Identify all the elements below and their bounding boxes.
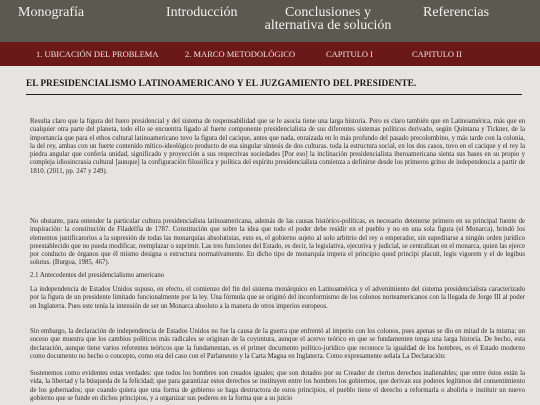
paragraph-independencia-eeuu: La independencia de Estados Unidos supuso, en efecto, el comienzo del fin del sistema monárquico en Latinoamérica y el advenimiento del sistema presidencialista caracterizado por la figura de un presidente limitado funcionalmente por la ley. Una fórmula que se originó del inconformismo de los colonos norteamericanos con la llegada de Jorge III al poder en Inglaterra. Pues este tenía la intensión de ser un Monarca absoluto a la manera de otros imperios europeos. [30, 286, 525, 310]
nav-link-conclusiones[interactable]: Conclusiones y alternativa de solución [264, 5, 392, 33]
heading-divider [26, 94, 522, 95]
section-subheading-antecedentes: 2.1 Antecedentes del presidencialismo americano [30, 272, 165, 279]
paragraph-declaracion-independencia: Sin embargo, la declaración de independencia de Estados Unidos no fue la causa de la guerra que enfrentó al imperio con los colonos, pues apenas se dio en mitad de la misma; un suceso que muestra que los cambios políticos más radicales se originan de la coyuntura, aunque el acervo teórico en que se fundamenten tenga una larga historia. De hecho, esta declaración, aunque tiene varios referentes teóricos que la fundamentan, es el primer documento político-jurídico que reconoce la igualdad de los hombres, es el Estado moderno como documento no hecho o concepto, como era del caso con el Parlamento y la Carta Magna en Inglaterra. Como expresamente señala La Declaración: [30, 328, 525, 360]
nav-link-introduccion[interactable]: Introducción [166, 5, 238, 20]
subnav-link-marco-metodologico[interactable]: 2. MARCO METODOLÓGICO [185, 49, 296, 59]
section-navigation-bar [0, 42, 540, 66]
subnav-link-capitulo-2[interactable]: CAPITULO II [412, 49, 462, 59]
top-navigation-bar [0, 0, 540, 42]
paragraph-constitucion-filadelfia: No obstante, para entender la particular cultura presidencialista latinoamericana, además de las causas histórico-políticas, es necesario detenerse primero en su principal fuente de inspiración: la constitución de Filadelfia de 1787. Constitución que sobre la idea que todo el poder debe residir en el pueblo y no en una sola figura (el Monarca), brindó los elementos justificatorios a la supresión de todas las monarquías absolutistas, esto es, el gobierno sujeto al solo arbitrio del rey o emperador, sin supeditarse a ningún orden jurídico preestablecido que no pueda modificar, reemplazar o suprimir. Las tres funciones del Estado, es decir, la legislativa, ejecutiva y judicial, se centralizan en el monarca, quien las ejerce por conducto de órganos que él mismo designa o estructura normativamente. En dicho tipo de monarquía impera el principio quod principi placuit, legis vigorem y el de legibus solutus. (Burgoa, 1985, 467). [30, 218, 525, 267]
nav-link-referencias[interactable]: Referencias [423, 5, 490, 20]
article-heading: EL PRESIDENCIALISMO LATINOAMERICANO Y EL JUZGAMIENTO DEL PRESIDENTE. [26, 79, 417, 89]
paragraph-fuero-presidencial: Resulta claro que la figura del fuero presidencial y del sistema de responsabilidad que se le asocia tiene una larga historia. Pero es claro también que en Latinoamérica, más que en cualquier otra parte del planeta, todo ello se encuentra ligado al fuerte componente presidencialista de sus diferentes sistemas políticos derivado, según Quintana y Tickner, de la importancia que para el ethos cultural latinoamericano tuvo la figura del cacique, antes que nada, enraizada en lo más profundo del pasado precolombino, y más tarde con la colonia, la del rey, ambas con un fuerte contenido mítico-ideológico producto de esa singular síntesis de dos culturas. toda la estructura social, en los dos casos, tuvo en el cacique y el rey la piedra angular que confería unidad, significado y proyección a sus respectivas sociedades [Por eso] la inclinación presidencialista iberoamericana sienta sus bases en su propio y compleja idiosincrasia cultural [aunque] la configuración filosófica y política del espíritu presidencialista comienza a definirse desde los primeros gritos de independencia a partir de 1810. (2011, pp. 247 y 249). [30, 118, 525, 175]
paragraph-cita-declaracion: Sostenemos como evidentes estas verdades: que todos los hombres son creados iguales; que son dotados por su Creador de ciertos derechos inalienables; que entre éstos están la vida, la libertad y la búsqueda de la felicidad; que para garantizar estos derechos se instituyen entre los hombres los gobiernos, que derivan sus poderes legítimos del consentimiento de los gobernados; que cuando quiera que una forma de gobierno se haga destructora de estos principios, el pueblo tiene el derecho a reformarla o abolirla e instituir un nuevo gobierno que se funde en dichos principios, y a organizar sus poderes en la forma que a su juicio [30, 370, 525, 402]
subnav-link-capitulo-1[interactable]: CAPITULO I [326, 49, 373, 59]
subnav-link-ubicacion-problema[interactable]: 1. UBICACIÓN DEL PROBLEMA [36, 49, 159, 59]
nav-link-monografia[interactable]: Monografía [18, 5, 85, 20]
